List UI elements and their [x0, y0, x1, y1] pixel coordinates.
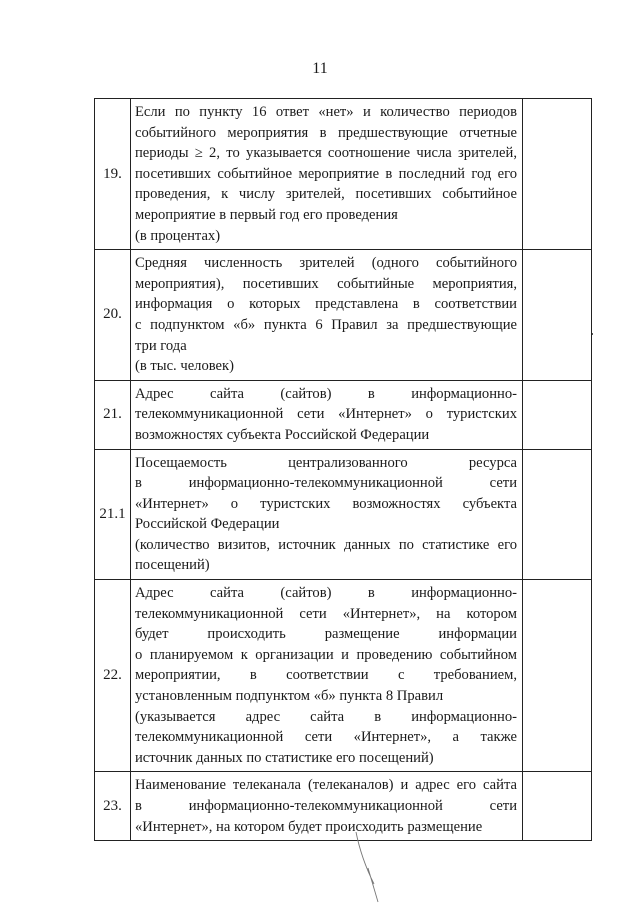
description-line: событийного мероприятия в предшествующие отчетные: [135, 124, 517, 141]
description-line: «Интернет», на котором будет происходить размещение: [135, 818, 483, 835]
description-line: телекоммуникационной сети «Интернет», а также: [135, 729, 517, 746]
row-description: [131, 380, 523, 449]
indicators-table: [94, 98, 592, 841]
description-line: телекоммуникационной сети «Интернет», на котором: [135, 605, 517, 622]
row-number: 21.: [95, 380, 131, 449]
description-line: о планируемом к организации и проведению событийном: [135, 646, 517, 663]
description-line: три года: [135, 337, 187, 354]
description-line: Российской Федерации: [135, 516, 280, 533]
description-line: (в процентах): [135, 227, 221, 244]
row-value-cell: [523, 772, 592, 841]
description-line: источник данных по статистике его посещений): [135, 749, 434, 766]
description-line: Если по пункту 16 ответ «нет» и количество периодов: [135, 104, 517, 120]
table-row: [95, 449, 592, 580]
description-line: проведения, к числу зрителей, посетивших событийное: [135, 186, 517, 203]
table-row: [95, 772, 592, 841]
description-line: Средняя численность зрителей (одного событийного: [135, 255, 517, 272]
row-description: [131, 449, 523, 580]
row-number: 19.: [95, 99, 131, 250]
row-value-cell: [523, 580, 592, 772]
description-line: в информационно-телекоммуникационной сети: [135, 798, 517, 814]
description-line: «Интернет» о туристских возможностях субъекта: [135, 495, 517, 512]
table-row: [95, 250, 592, 381]
description-line: посещений): [135, 557, 210, 574]
row-number: 22.: [95, 580, 131, 772]
row-description: [131, 580, 523, 772]
row-value-cell: [523, 380, 592, 449]
description-line: телекоммуникационной сети «Интернет» о туристских: [135, 406, 517, 423]
description-line: с подпунктом «б» пункта 6 Правил за предшествующие: [135, 316, 517, 333]
page-number: 11: [312, 60, 328, 77]
table-row: [95, 99, 592, 250]
row-description: [131, 99, 523, 250]
description-line: мероприятии, в соответствии с требованием,: [135, 667, 517, 684]
row-number: 21.1: [95, 449, 131, 580]
description-line: мероприятие в первый год его проведения: [135, 206, 398, 223]
row-description: [131, 772, 523, 841]
row-value-cell: [523, 250, 592, 381]
description-line: Наименование телеканала (телеканалов) и адрес его сайта: [135, 777, 517, 794]
description-line: посетивших событийное мероприятие в последний год его: [135, 165, 517, 182]
description-line: информация о которых представлена в соответствии: [135, 296, 517, 313]
description-line: (указывается адрес сайта в информационно-: [135, 708, 517, 725]
description-line: (в тыс. человек): [135, 358, 234, 375]
description-line: установленным подпунктом «б» пункта 8 Правил: [135, 688, 444, 705]
row-number: 20.: [95, 250, 131, 381]
table-row: [95, 380, 592, 449]
row-description: [131, 250, 523, 381]
description-line: возможностях субъекта Российской Федерации: [135, 426, 430, 443]
description-line: Посещаемость централизованного ресурса: [135, 454, 517, 471]
row-value-cell: [523, 99, 592, 250]
description-line: Адрес сайта (сайтов) в информационно-: [135, 585, 517, 602]
table-row: [95, 580, 592, 772]
scan-artifact-dot: [592, 333, 593, 335]
description-line: периоды ≥ 2, то указывается соотношение числа зрителей,: [135, 145, 517, 162]
row-number: 23.: [95, 772, 131, 841]
description-line: Адрес сайта (сайтов) в информационно-: [135, 385, 517, 402]
description-line: в информационно-телекоммуникационной сети: [135, 475, 517, 492]
description-line: будет происходить размещение информации: [135, 626, 517, 643]
scan-artifact-stroke: [350, 832, 410, 905]
description-line: мероприятия), посетивших событийные мероприятия,: [135, 275, 517, 292]
row-value-cell: [523, 449, 592, 580]
description-line: (количество визитов, источник данных по статистике его: [135, 536, 517, 553]
